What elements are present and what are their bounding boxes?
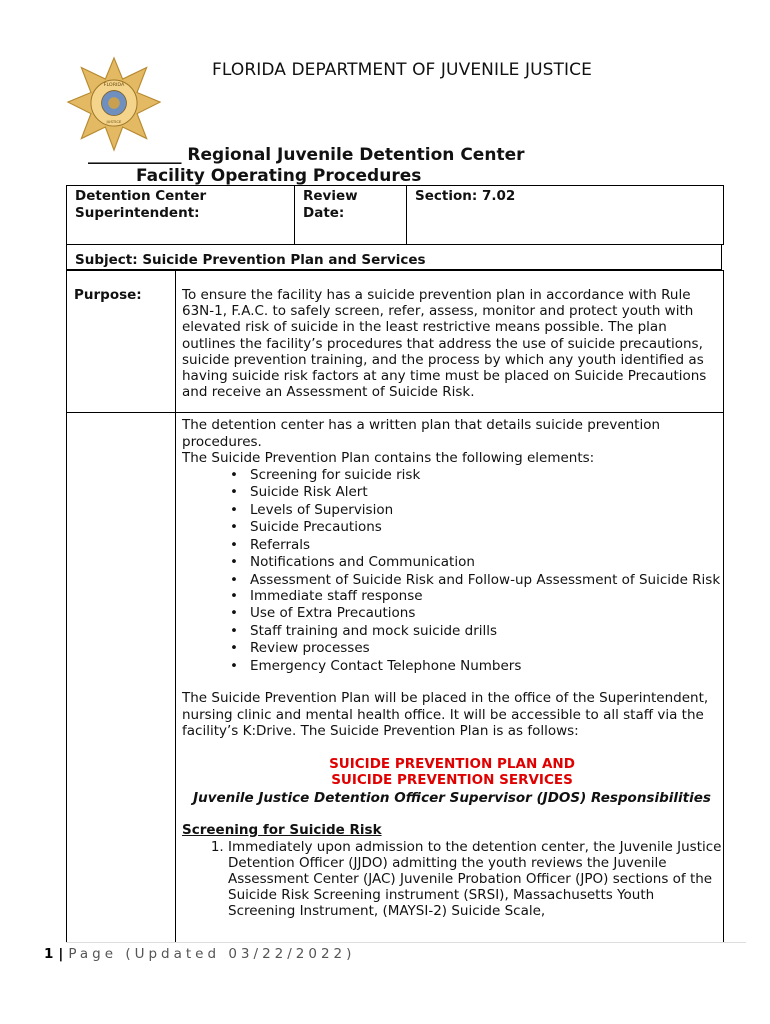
list-item: • Suicide Precautions (250, 519, 722, 537)
purpose-label: Purpose: (74, 287, 142, 303)
meta-table (66, 185, 724, 245)
footer-divider (66, 942, 746, 943)
procedures-title: Facility Operating Procedures (136, 166, 422, 186)
steps-list (182, 839, 722, 920)
section-label: Section: 7.02 (407, 186, 724, 245)
plan-heading-1: SUICIDE PREVENTION PLAN AND (329, 755, 575, 772)
plan-heading-2: SUICIDE PREVENTION SERVICES (331, 771, 573, 788)
footer-separator: | (58, 946, 64, 962)
list-item: • Emergency Contact Telephone Numbers (250, 658, 722, 676)
intro-text-1: The detention center has a written plan that details suicide prevention procedures. (182, 417, 661, 450)
svg-text:JUSTICE: JUSTICE (106, 119, 122, 125)
agency-seal-logo (66, 56, 162, 152)
list-item: • Staff training and mock suicide drills (250, 623, 722, 641)
list-item: • Use of Extra Precautions (250, 605, 722, 623)
superintendent-label: Detention Center Superintendent: (67, 186, 295, 245)
page-number: 1 (44, 946, 54, 962)
review-date-label: Review Date: (295, 186, 407, 245)
subject-row: Subject: Suicide Prevention Plan and Services (66, 244, 722, 270)
step-item: 1. Immediately upon admission to the detention center, the Juvenile Justice Detention Officer (JJDO) admitting the youth reviews the Juvenile Assessment Center (JAC) Juvenile Probation Officer (JPO) sections of the Suicide Risk Screening instrument (SRSI), Massachusetts Youth Screening Instrument, (MAYSI-2) Suicide Scale, (228, 839, 722, 920)
list-item: • Referrals (250, 537, 722, 555)
list-item: • Assessment of Suicide Risk and Follow-up Assessment of Suicide Risk (250, 572, 722, 588)
updated-date: Page (Updated 03/22/2022) (68, 946, 356, 962)
list-item: • Immediate staff response (250, 588, 722, 606)
list-item: • Screening for suicide risk (250, 467, 722, 485)
list-item: • Levels of Supervision (250, 502, 722, 520)
facility-title: ___________ Regional Juvenile Detention Center (88, 145, 525, 165)
screening-heading: Screening for Suicide Risk (182, 822, 382, 838)
list-item: • Notifications and Communication (250, 554, 722, 572)
list-item: • Review processes (250, 640, 722, 658)
svg-text:FLORIDA: FLORIDA (103, 82, 125, 88)
purpose-text: To ensure the facility has a suicide prevention plan in accordance with Rule 63N-1, F.A.C. to safely screen, refer, assess, monitor and protect youth with elevated risk of suicide in the least restrictive means possible. The plan outlines the facility’s procedures that address the use of suicide precautions, suicide prevention training, and the process by which any youth identified as having suicide risk factors at any time must be placed on Suicide Precautions and receive an Assessment of Suicide Risk. (182, 287, 707, 401)
elements-list (182, 467, 722, 676)
procedure-body (182, 417, 722, 920)
placement-text: The Suicide Prevention Plan will be placed in the office of the Superintendent, nursing clinic and mental health office. It will be accessible to all staff via the facility’s K:Drive. The Suicide Prevention Plan is as follows: (182, 690, 709, 739)
list-item: • Suicide Risk Alert (250, 484, 722, 502)
page-footer (44, 946, 355, 962)
intro-text-2: The Suicide Prevention Plan contains the following elements: (182, 450, 595, 466)
jdos-heading: Juvenile Justice Detention Officer Supervisor (JDOS) Responsibilities (193, 789, 711, 806)
agency-title: FLORIDA DEPARTMENT OF JUVENILE JUSTICE (212, 60, 592, 80)
